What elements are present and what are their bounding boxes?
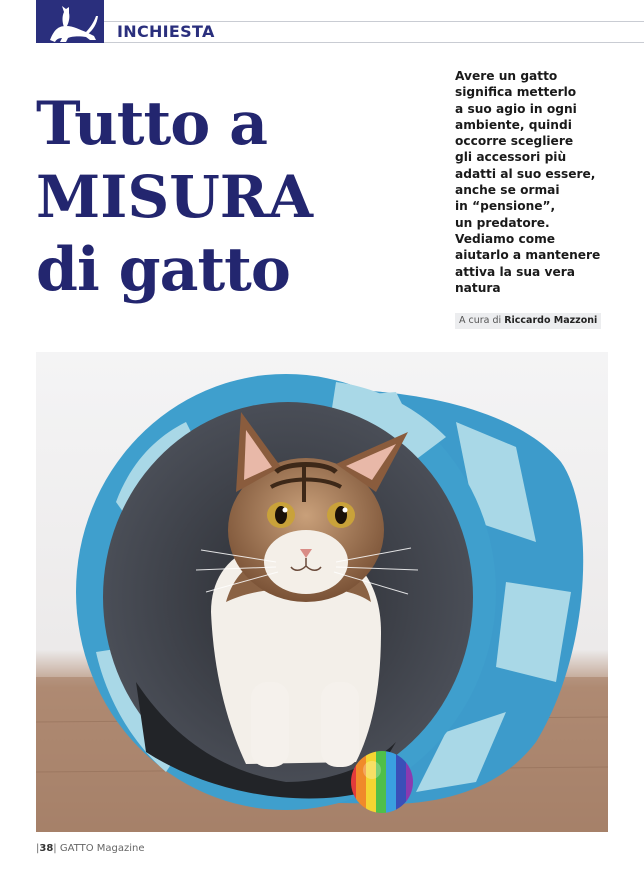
section-label: INCHIESTA [117, 22, 215, 41]
headline-line-2: MISURA [36, 163, 314, 231]
lead-line: un predatore. [455, 215, 550, 230]
magazine-logo [36, 0, 104, 43]
byline [455, 313, 601, 329]
tabby-cat-in-tunnel-photo [36, 352, 608, 832]
photo-illustration [36, 352, 608, 832]
lead-line: in “pensione”, [455, 199, 556, 214]
lead-line: ambiente, quindi [455, 117, 572, 132]
lead-line: gli accessori più [455, 150, 567, 165]
lead-line: aiutarlo a mantenere [455, 248, 601, 263]
lead-line: Avere un gatto [455, 69, 558, 83]
lead-line: anche se ormai [455, 183, 560, 198]
article-lead [455, 68, 615, 296]
article-headline [36, 88, 356, 307]
lead-line: adatti al suo essere, [455, 166, 596, 181]
headline-line-3: di gatto [36, 235, 290, 305]
lead-line: occorre scegliere [455, 134, 574, 149]
byline-prefix: A cura di [459, 315, 502, 326]
headline-line-1: Tutto a [36, 89, 267, 159]
lead-line: Vediamo come [455, 231, 556, 246]
cat-stretching-logo-icon [36, 0, 104, 43]
byline-author: Riccardo Mazzoni [504, 315, 598, 326]
page-number: 38 [39, 843, 54, 854]
lead-line: a suo agio in ogni [455, 101, 577, 116]
lead-line: natura [455, 280, 501, 295]
lead-line: attiva la sua vera [455, 264, 575, 279]
page-footer: |38| GATTO Magazine [36, 843, 145, 854]
lead-line: significa metterlo [455, 85, 577, 100]
publication-name: GATTO Magazine [59, 843, 145, 854]
